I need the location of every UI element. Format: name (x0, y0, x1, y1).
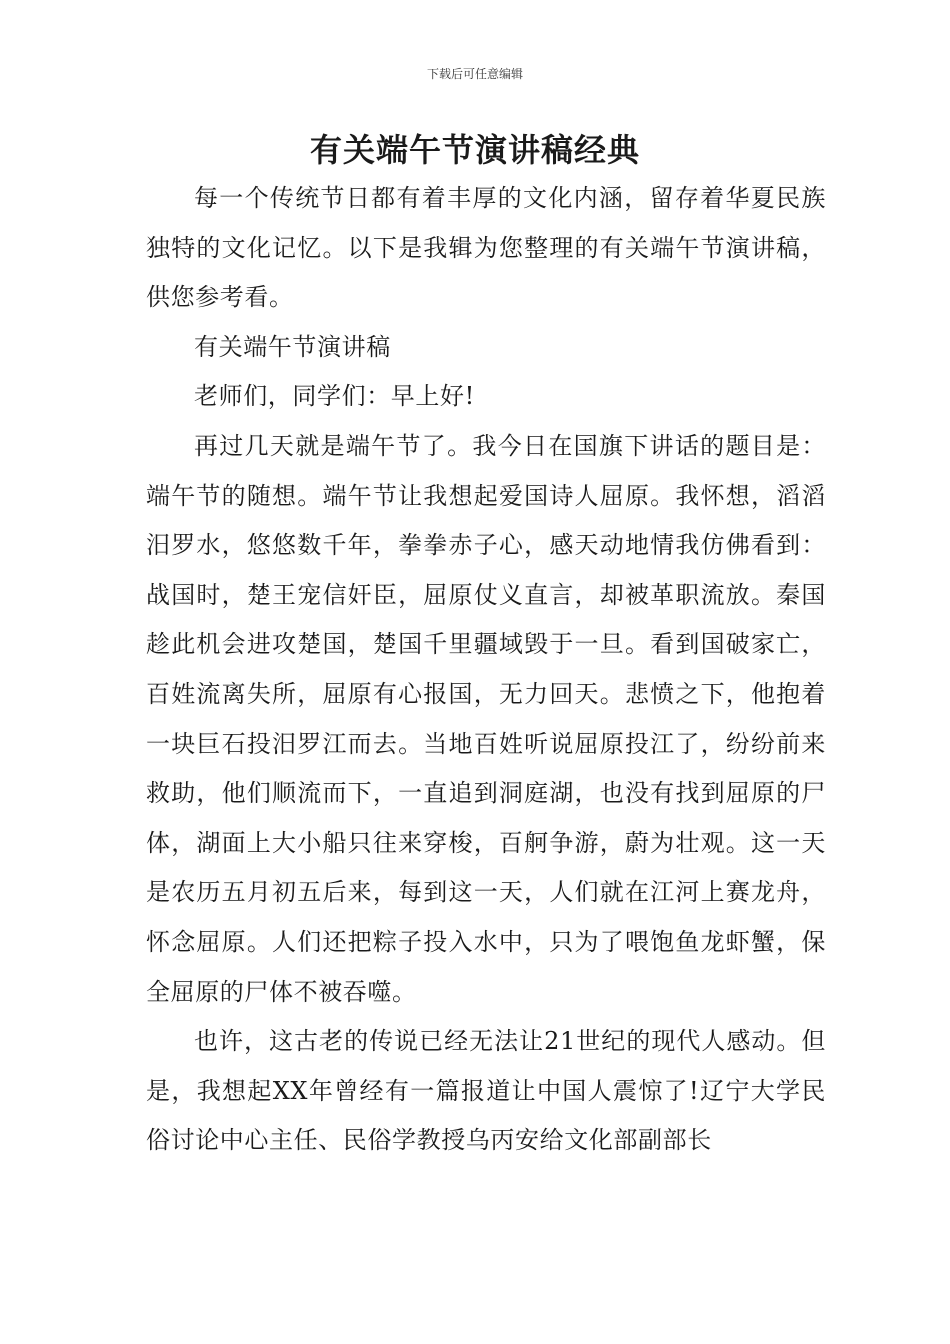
document-body (146, 174, 826, 1166)
page-header-note: 下载后可任意编辑 (426, 67, 523, 81)
paragraph-modern: 也许，这古老的传说已经无法让21世纪的现代人感动。但是，我想起XX年曾经有一篇报道让中国人震惊了!辽宁大学民俗讨论中心主任、民俗学教授乌丙安给文化部副部长 (146, 1027, 826, 1155)
paragraph-subtitle: 有关端午节演讲稿 (194, 332, 391, 361)
paragraph-greeting: 老师们，同学们：早上好! (194, 382, 475, 411)
document-title: 有关端午节演讲稿经典 (309, 131, 640, 169)
paragraph-story: 再过几天就是端午节了。我今日在国旗下讲话的题目是：端午节的随想。端午节让我想起爱国诗人屈原。我怀想，滔滔汨罗水，悠悠数千年，拳拳赤子心，感天动地情我仿佛看到：战国时，楚王宠信奸臣，屈原仗义直言，却被革职流放。秦国趁此机会进攻楚国，楚国千里疆域毁于一旦。看到国破家亡，百姓流离失所，屈原有心报国，无力回天。悲愤之下，他抱着一块巨石投汨罗江而去。当地百姓听说屈原投江了，纷纷前来救助，他们顺流而下，一直追到洞庭湖，也没有找到屈原的尸体，湖面上大小船只往来穿梭，百舸争游，蔚为壮观。这一天是农历五月初五后来，每到这一天，人们就在江河上赛龙舟，怀念屈原。人们还把粽子投入水中，只为了喂饱鱼龙虾蟹，保全屈原的尸体不被吞噬。 (146, 431, 826, 1006)
paragraph-intro: 每一个传统节日都有着丰厚的文化内涵，留存着华夏民族独特的文化记忆。以下是我辑为您整理的有关端午节演讲稿，供您参考看。 (146, 184, 826, 312)
